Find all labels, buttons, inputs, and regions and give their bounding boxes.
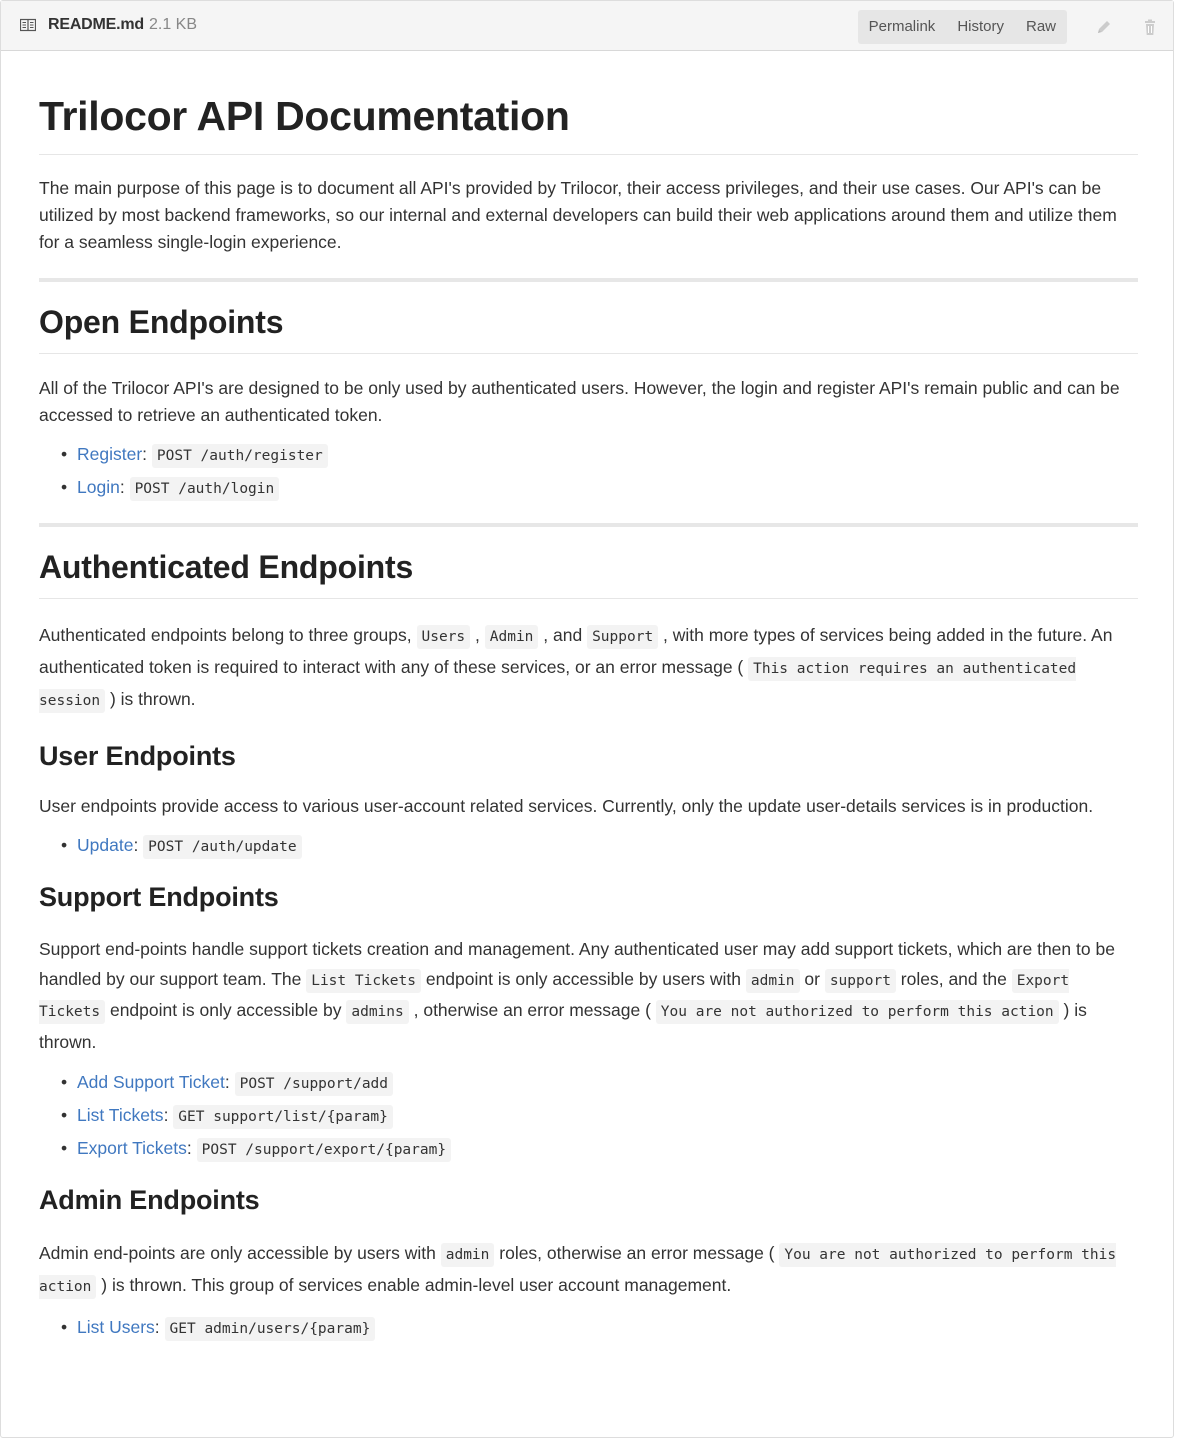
text: roles, and the [895,968,1012,989]
text: ) is thrown. [39,1000,1087,1052]
divider [39,523,1138,527]
text: , and [538,625,588,645]
authenticated-endpoints-paragraph [39,620,1138,716]
file-header [1,1,1173,51]
trash-icon[interactable] [1141,18,1159,36]
text: ) is thrown. This group of services enable admin-level user account management. [96,1275,732,1295]
list-tickets-link[interactable]: List Tickets [77,1105,164,1125]
list-item: • List Users: GET admin/users/{param} [77,1312,1138,1345]
register-link[interactable]: Register [77,444,143,464]
file-size: 2.1 KB [148,16,198,33]
endpoint-code: POST /support/add [235,1072,393,1096]
admin-endpoints-paragraph [39,1238,1138,1302]
user-endpoints-list [39,830,1138,863]
support-endpoints-list [39,1067,1138,1166]
user-endpoints-paragraph: User endpoints provide access to various user-account related services. Currently, only the update user-details services is in production. [39,796,1094,816]
text: , [470,625,485,645]
text: , otherwise an error message ( [408,1000,656,1020]
list-item: • Login: POST /auth/login [77,472,1138,505]
page-title: Trilocor API Documentation [39,51,1138,155]
login-link[interactable]: Login [77,477,120,497]
inline-code: admins [346,1000,408,1024]
text: endpoint is only accessible by [105,1000,347,1020]
text: Authenticated endpoints belong to three groups, [39,625,417,645]
list-item: • Add Support Ticket: POST /support/add [77,1067,1138,1100]
file-name: README.md [48,16,144,33]
inline-code: Export Tickets [39,969,1069,1025]
inline-code: This action requires an authenticated session [39,657,1076,713]
list-item: • List Tickets: GET support/list/{param} [77,1100,1138,1133]
pencil-icon[interactable] [1095,18,1113,36]
text: endpoint is only accessible by users with [420,968,746,989]
inline-code: Support [587,625,658,649]
inline-code: support [825,969,896,993]
update-link[interactable]: Update [77,835,134,855]
divider [39,278,1138,282]
text: , with more types of services being added in the future. An authenticated token is required to interact with any of these services, or an error message ( [39,625,1113,677]
text: Admin end-points are only accessible by users with [39,1243,441,1263]
list-users-link[interactable]: List Users [77,1317,155,1337]
file-info [20,15,197,35]
text: Support end-points handle support tickets creation and management. Any authenticated user may add support tickets, which are then to be handled by our support team. The [39,939,1115,989]
endpoint-code: POST /auth/register [152,444,328,468]
section-heading-admin-endpoints: Admin Endpoints [39,1185,260,1215]
raw-button[interactable]: Raw [1025,18,1056,35]
endpoint-code: GET admin/users/{param} [165,1317,376,1341]
inline-code: Admin [485,625,539,649]
export-tickets-link[interactable]: Export Tickets [77,1138,187,1158]
section-heading-support-endpoints: Support Endpoints [39,882,279,912]
section-heading-user-endpoints: User Endpoints [39,741,236,771]
admin-endpoints-list [39,1312,1138,1345]
text: or [799,968,825,989]
file-actions [858,10,1173,44]
open-endpoints-paragraph: All of the Trilocor API's are designed to be only used by authenticated users. However, the login and register API's remain public and can be accessed to retrieve an authenticated token. [39,378,1120,425]
section-heading-open-endpoints: Open Endpoints [39,302,1138,354]
markdown-body [39,51,1138,1345]
book-icon [20,18,36,32]
endpoint-code: POST /support/export/{param} [197,1138,451,1162]
add-support-ticket-link[interactable]: Add Support Ticket [77,1072,225,1092]
inline-code: admin [441,1243,495,1267]
endpoint-code: POST /auth/update [143,835,301,859]
text: ) is thrown. [105,689,196,709]
history-button[interactable]: History [957,18,1004,35]
list-item: • Update: POST /auth/update [77,830,1138,863]
text: roles, otherwise an error message ( [494,1243,780,1263]
endpoint-code: POST /auth/login [130,477,280,501]
endpoint-code: GET support/list/{param} [173,1105,393,1129]
section-heading-authenticated-endpoints: Authenticated Endpoints [39,547,1138,599]
inline-code: admin [746,969,800,993]
support-endpoints-paragraph [39,935,1138,1057]
list-item: • Export Tickets: POST /support/export/{param} [77,1133,1138,1166]
view-button-group [858,10,1067,44]
inline-code: List Tickets [306,969,421,993]
inline-code: Users [417,625,471,649]
inline-code: You are not authorized to perform this action [656,1000,1059,1024]
permalink-button[interactable]: Permalink [868,18,936,35]
intro-paragraph: The main purpose of this page is to document all API's provided by Trilocor, their access privileges, and their use cases. Our API's can be utilized by most backend frameworks, so our internal and external developers can build their web applications around them and utilize them for a seamless single-login experience. [39,178,1117,252]
list-item: • Register: POST /auth/register [77,439,1138,472]
inline-code: You are not authorized to perform this action [39,1243,1116,1299]
open-endpoints-list [39,439,1138,505]
